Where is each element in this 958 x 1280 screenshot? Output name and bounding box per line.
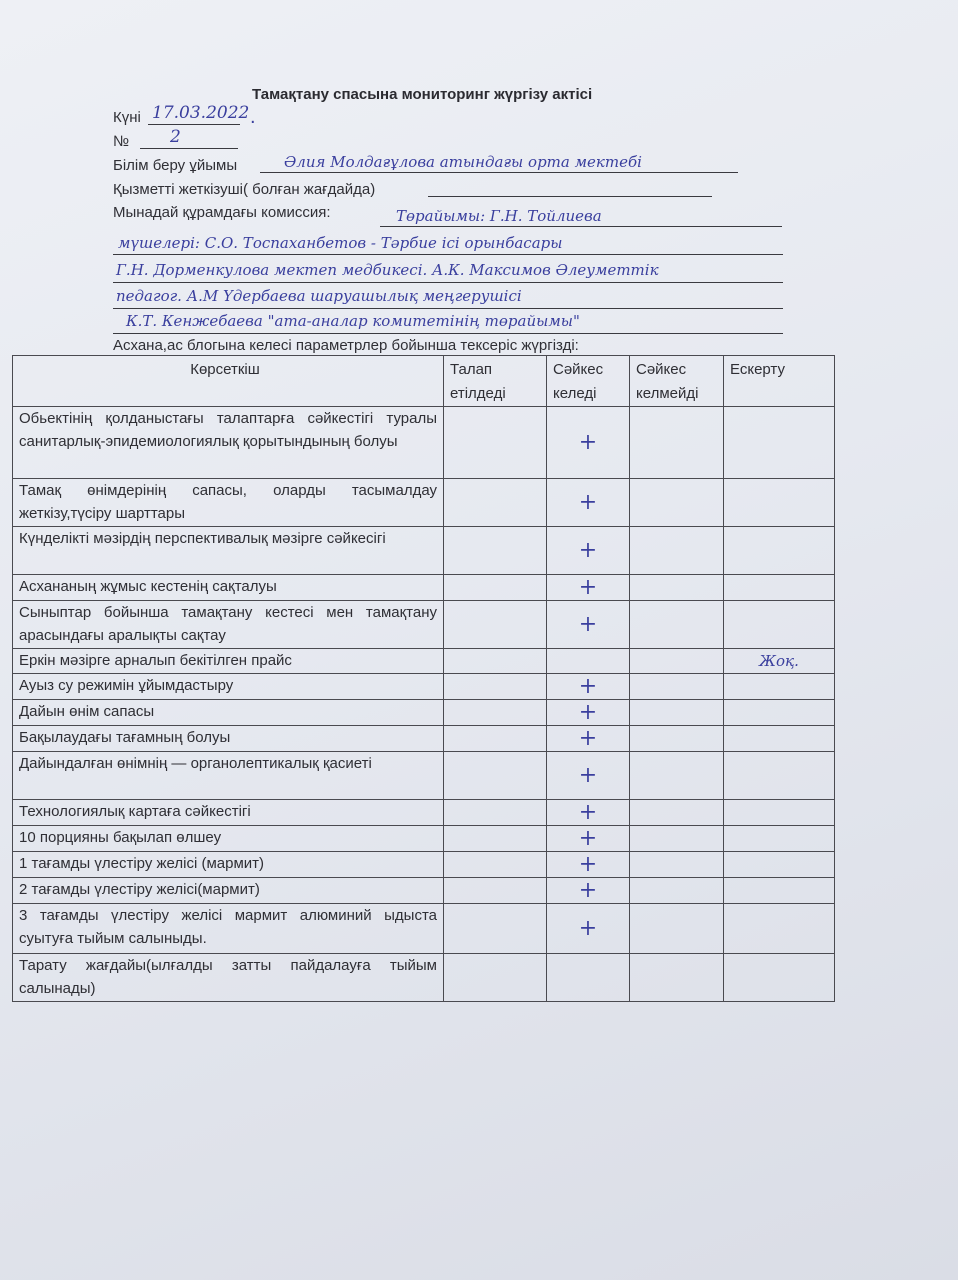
commission-line: Г.Н. Дорменкулова мектеп медбикесі. А.К. Максимов Әлеуметтік <box>116 261 659 279</box>
noncompliant-cell <box>630 904 724 954</box>
table-row <box>13 601 835 649</box>
required-cell <box>444 527 547 575</box>
table-row <box>13 479 835 527</box>
required-cell <box>444 575 547 601</box>
table-row <box>13 954 835 1002</box>
indicator-cell: Технологиялық картаға сәйкестігі <box>13 800 444 826</box>
table-row <box>13 575 835 601</box>
indicator-cell: Асхананың жұмыс кестенің сақталуы <box>13 575 444 601</box>
number-label: № <box>113 133 130 150</box>
required-cell <box>444 674 547 700</box>
note-cell <box>724 726 835 752</box>
compliant-mark: + <box>547 878 630 904</box>
date-underline <box>148 124 240 125</box>
col-header-indicator: Көрсеткіш <box>13 356 444 407</box>
note-cell <box>724 575 835 601</box>
note-cell <box>724 954 835 1002</box>
compliant-mark: + <box>547 800 630 826</box>
table-row <box>13 800 835 826</box>
required-cell <box>444 649 547 674</box>
table-row <box>13 700 835 726</box>
table-row <box>13 752 835 800</box>
org-label: Білім беру ұйымы <box>113 157 238 174</box>
commission-underline-4 <box>113 333 783 334</box>
compliant-mark: + <box>547 674 630 700</box>
required-cell <box>444 726 547 752</box>
compliant-mark: + <box>547 852 630 878</box>
note-cell <box>724 800 835 826</box>
col-header-noncompliant: Сәйкес келмейді <box>630 356 724 407</box>
commission-underline-1 <box>113 254 783 255</box>
date-label: Күні <box>113 109 141 126</box>
required-cell <box>444 904 547 954</box>
table-row <box>13 852 835 878</box>
indicator-cell: 2 тағамды үлестіру желісі(мармит) <box>13 878 444 904</box>
compliant-mark: + <box>547 826 630 852</box>
table-row <box>13 878 835 904</box>
supplier-underline <box>428 196 712 197</box>
noncompliant-cell <box>630 800 724 826</box>
indicator-cell: Ауыз су режимін ұйымдастыру <box>13 674 444 700</box>
note-cell <box>724 527 835 575</box>
indicator-cell: 10 порцияны бақылап өлшеу <box>13 826 444 852</box>
compliant-mark: + <box>547 601 630 649</box>
noncompliant-cell <box>630 878 724 904</box>
required-cell <box>444 479 547 527</box>
col-header-note: Ескерту <box>724 356 835 407</box>
table-row <box>13 407 835 479</box>
intro-text: Асхана,ас блогына келесі параметрлер бойынша тексеріс жүргізді: <box>113 337 579 354</box>
note-cell <box>724 700 835 726</box>
indicator-cell: Күнделікті мәзірдің перспективалық мәзірге сәйкесігі <box>13 527 444 575</box>
number-underline <box>140 148 238 149</box>
compliant-mark: + <box>547 527 630 575</box>
noncompliant-cell <box>630 407 724 479</box>
compliant-mark: + <box>547 479 630 527</box>
commission-underline-3 <box>113 308 783 309</box>
noncompliant-cell <box>630 527 724 575</box>
indicator-cell: 3 тағамды үлестіру желісі мармит алюминий ыдыста суытуға тыйым салыныды. <box>13 904 444 954</box>
required-cell <box>444 601 547 649</box>
table-row <box>13 726 835 752</box>
indicator-cell: Дайындалған өнімнің — органолептикалық қасиеті <box>13 752 444 800</box>
note-cell <box>724 674 835 700</box>
indicator-cell: Сыныптар бойынша тамақтану кестесі мен тамақтану арасындағы аралықты сақтау <box>13 601 444 649</box>
compliant-mark: + <box>547 904 630 954</box>
required-cell <box>444 852 547 878</box>
supplier-label: Қызметті жеткізуші( болған жағдайда) <box>113 181 376 198</box>
noncompliant-cell <box>630 601 724 649</box>
noncompliant-cell <box>630 826 724 852</box>
document-title: Тамақтану спасына мониторинг жүргізу актісі <box>252 86 593 103</box>
indicator-cell: Тамақ өнімдерінің сапасы, оларды тасымалдау жеткізу,түсіру шарттары <box>13 479 444 527</box>
noncompliant-cell <box>630 852 724 878</box>
commission-line: мүшелері: С.О. Тоспаханбетов - Тәрбие ісі орынбасары <box>118 234 563 252</box>
col-header-compliant: Сәйкес келеді <box>547 356 630 407</box>
indicator-cell: Бақылаудағы тағамның болуы <box>13 726 444 752</box>
note-cell <box>724 601 835 649</box>
compliant-mark <box>547 649 630 674</box>
table-row <box>13 904 835 954</box>
org-underline <box>260 172 738 173</box>
note-cell <box>724 852 835 878</box>
required-cell <box>444 700 547 726</box>
commission-label: Мынадай құрамдағы комиссия: <box>113 204 331 221</box>
number-value: 2 <box>170 127 181 147</box>
required-cell <box>444 826 547 852</box>
compliant-mark: + <box>547 575 630 601</box>
table-row <box>13 826 835 852</box>
commission-line: К.Т. Кенжебаева "ата-аналар комитетінің төрайымы" <box>126 312 580 330</box>
note-cell: Жоқ. <box>724 649 835 674</box>
commission-underline-2 <box>113 282 783 283</box>
required-cell <box>444 878 547 904</box>
required-cell <box>444 954 547 1002</box>
note-cell <box>724 904 835 954</box>
table-header-row <box>13 356 835 407</box>
date-period: . <box>250 106 256 128</box>
indicator-cell: Обьектінің қолданыстағы талаптарға сәйкестігі туралы санитарлық-эпидемиологиялық қорытындының болуы <box>13 407 444 479</box>
table-row <box>13 649 835 674</box>
noncompliant-cell <box>630 700 724 726</box>
indicator-cell: 1 тағамды үлестіру желісі (мармит) <box>13 852 444 878</box>
required-cell <box>444 752 547 800</box>
table-row <box>13 674 835 700</box>
note-cell <box>724 407 835 479</box>
note-cell <box>724 826 835 852</box>
noncompliant-cell <box>630 954 724 1002</box>
table-row <box>13 527 835 575</box>
indicator-cell: Еркін мәзірге арналып бекітілген прайс <box>13 649 444 674</box>
monitoring-table <box>12 355 835 1002</box>
noncompliant-cell <box>630 752 724 800</box>
noncompliant-cell <box>630 479 724 527</box>
compliant-mark: + <box>547 752 630 800</box>
required-cell <box>444 407 547 479</box>
indicator-cell: Тарату жағдайы(ылғалды затты пайдалауға тыйым салынады) <box>13 954 444 1002</box>
noncompliant-cell <box>630 575 724 601</box>
noncompliant-cell <box>630 726 724 752</box>
col-header-required: Талап етілдеді <box>444 356 547 407</box>
compliant-mark: + <box>547 726 630 752</box>
compliant-mark <box>547 954 630 1002</box>
org-value: Әлия Молдағұлова атындағы орта мектебі <box>284 153 642 171</box>
note-cell <box>724 479 835 527</box>
noncompliant-cell <box>630 649 724 674</box>
compliant-mark: + <box>547 700 630 726</box>
note-cell <box>724 878 835 904</box>
compliant-mark: + <box>547 407 630 479</box>
commission-underline-0 <box>380 226 782 227</box>
note-cell <box>724 752 835 800</box>
date-value: 17.03.2022 <box>152 103 250 123</box>
commission-line: Төрайымы: Г.Н. Тойлиева <box>396 207 602 225</box>
noncompliant-cell <box>630 674 724 700</box>
commission-line: педагог. А.М Үдербаева шаруашылық меңгерушісі <box>116 287 522 305</box>
indicator-cell: Дайын өнім сапасы <box>13 700 444 726</box>
required-cell <box>444 800 547 826</box>
